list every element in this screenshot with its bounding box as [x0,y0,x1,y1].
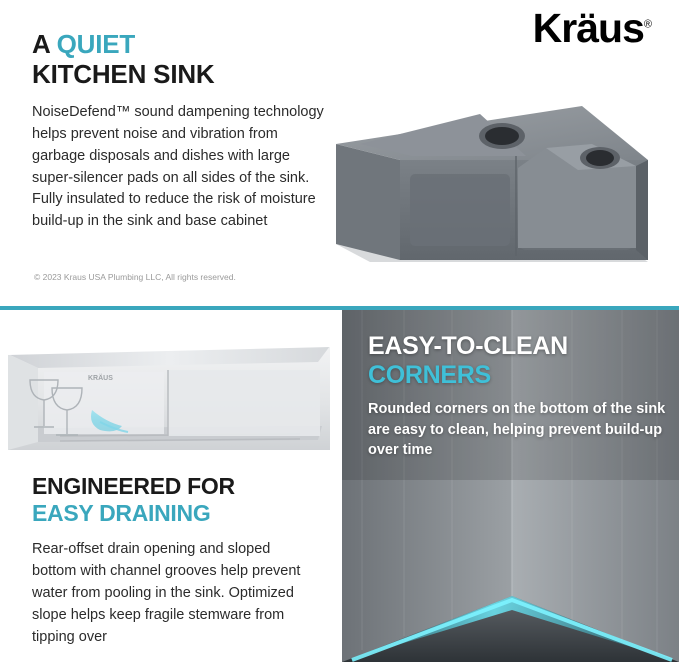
quiet-sink-panel [0,0,679,306]
quiet-sink-body-text: NoiseDefend™ sound dampening technology helps prevent noise and vibration from garbage disposals and dishes with large super-silencer pads on all sides of the sink. Fully insulated to reduce the risk of moisture build-up in the sink and base cabinet [32,104,324,229]
easy-to-clean-heading-line2: CORNERS [368,360,491,389]
easy-draining-copy [32,473,317,649]
quiet-sink-heading-accent: QUIET [56,29,136,59]
easy-to-clean-body-text: Rounded corners on the bottom of the sink are easy to clean, helping prevent build-up over time [368,401,666,459]
easy-to-clean-heading-line1: EASY-TO-CLEAN [368,332,568,360]
registered-trademark-icon: ® [643,18,651,31]
easy-draining-panel [0,310,340,662]
easy-draining-body-text: Rear-offset drain opening and sloped bottom with channel grooves help prevent water from pooling in the sink. Optimized slope helps keep fragile stemware from tipping over [32,541,301,646]
quiet-sink-heading-line1 [32,30,332,60]
double-bowl-sink-image [330,48,660,278]
easy-to-clean-copy [368,332,668,461]
quiet-sink-heading-line2: KITCHEN SINK [32,58,215,89]
quiet-sink-copy [32,30,332,233]
easy-to-clean-corners-panel [342,310,679,662]
easy-draining-heading-line1: ENGINEERED FOR [32,473,235,499]
brand-logo [532,5,651,51]
sink-draining-image [0,310,340,460]
copyright-notice: © 2023 Kraus USA Plumbing LLC, All rights reserved. [34,272,236,282]
quiet-sink-heading-plain: A [32,29,57,59]
svg-text:KRÄUS: KRÄUS [88,375,113,382]
easy-draining-heading-line2: EASY DRAINING [32,499,211,526]
brand-name: Kräus [532,5,644,51]
